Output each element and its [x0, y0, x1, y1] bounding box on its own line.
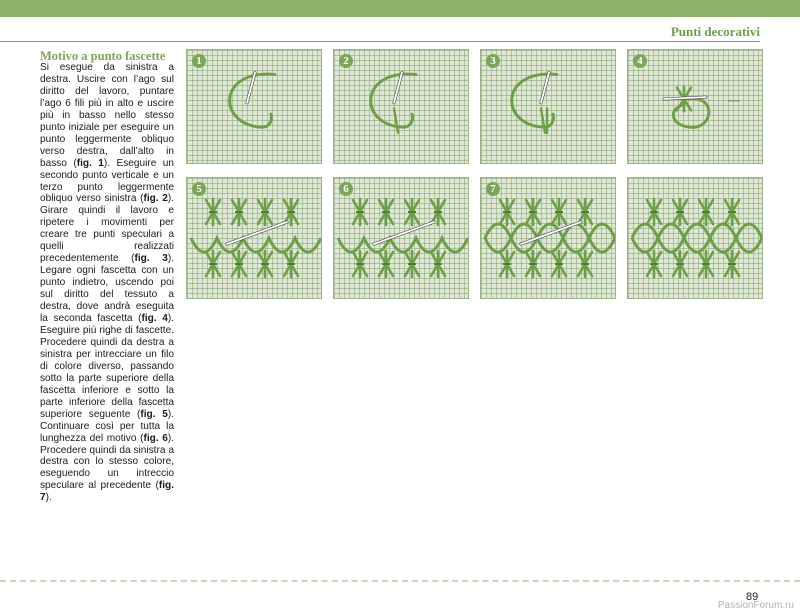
needle-icon — [394, 73, 402, 103]
text-segment: ). Continuare così per tutta la lunghezza del motivo ( — [40, 408, 174, 444]
needle-icon — [541, 73, 549, 103]
figure-number-badge: 5 — [192, 182, 206, 196]
interlace-thread — [632, 224, 762, 238]
figure-number-badge: 4 — [633, 54, 647, 68]
interlace-thread — [191, 238, 321, 252]
text-segment: ). Procedere quindi da sinistra a destra con lo stesso colore, eseguendo un intreccio speculare al precedente ( — [40, 432, 174, 492]
thread-loop — [512, 74, 557, 127]
figure-number-badge: 1 — [192, 54, 206, 68]
interlace-thread — [485, 238, 615, 252]
stitch-bar — [394, 108, 398, 132]
figure-number-badge: 2 — [339, 54, 353, 68]
thread-loop — [673, 99, 709, 128]
figure-panel — [480, 49, 616, 164]
figure-panel — [333, 49, 469, 164]
figure-panel — [186, 49, 322, 164]
figure-panel — [627, 177, 763, 299]
figure-panel — [480, 177, 616, 299]
header-divider — [0, 41, 760, 42]
text-segment: ). Legare ogni fascetta con un punto indietro, uscendo poi sul diritto del tessuto a destra, dove andrà eseguita la seconda fascetta ( — [40, 253, 174, 325]
figure-reference: fig. 4 — [141, 313, 168, 325]
figure-panel — [627, 49, 763, 164]
text-segment: ). Eseguire un secondo punto verticale e un terzo punto leggermente obliquo verso sinistra ( — [40, 157, 175, 205]
text-segment: ). Eseguire più righe di fascette. Procedere quindi da destra a sinistra per intrecciare un filo di colore diverso, passando sotto la parte superiore della fascetta inferiore e sotto la parte inferiore della fascetta superiore seguente ( — [40, 313, 174, 420]
figure-illustration — [334, 50, 468, 163]
figure-panel — [333, 177, 469, 299]
interlace-thread — [338, 238, 468, 252]
section-title: Punti decorativi — [670, 24, 760, 39]
footer-divider — [0, 580, 800, 582]
figure-reference: fig. 1 — [76, 157, 104, 169]
stitch-bar — [541, 108, 545, 132]
figure-illustration — [334, 178, 468, 298]
figure-illustration — [187, 50, 321, 163]
text-segment: ). — [45, 492, 52, 504]
figure-reference: fig. 3 — [134, 253, 168, 265]
article-title: Motivo a punto fascette — [40, 49, 166, 63]
figure-reference: fig. 7 — [40, 480, 174, 504]
text-segment: ). Girare quindi il lavoro e ripetere i movimenti per creare tre punti speculari a quelli realizzati precedentemente ( — [40, 193, 174, 265]
article-body — [40, 62, 174, 504]
figure-illustration — [481, 178, 615, 298]
page-number: 89 — [746, 591, 759, 603]
figure-illustration — [628, 50, 762, 163]
watermark: PassionForum.ru — [717, 600, 794, 611]
needle-icon — [227, 222, 287, 244]
interlace-thread — [485, 224, 615, 238]
header-band — [0, 0, 800, 17]
figure-reference: fig. 6 — [143, 432, 168, 444]
text-segment: Si esegue da sinistra a destra. Uscire con l’ago sul diritto del lavoro, puntare l’ago 6 fili più in alto e uscire più in basso nello stesso punto iniziale per eseguire un punto leggermente obliquo verso destra, dall’alto in basso ( — [40, 62, 174, 169]
figure-illustration — [481, 50, 615, 163]
interlace-thread — [632, 238, 762, 252]
figure-panel — [186, 177, 322, 299]
figure-reference: fig. 5 — [140, 408, 168, 420]
figure-number-badge: 7 — [486, 182, 500, 196]
figure-number-badge: 3 — [486, 54, 500, 68]
figure-reference: fig. 2 — [143, 193, 168, 205]
needle-icon — [374, 222, 434, 244]
figure-illustration — [187, 178, 321, 298]
figure-illustration — [628, 178, 762, 298]
figure-number-badge: 6 — [339, 182, 353, 196]
